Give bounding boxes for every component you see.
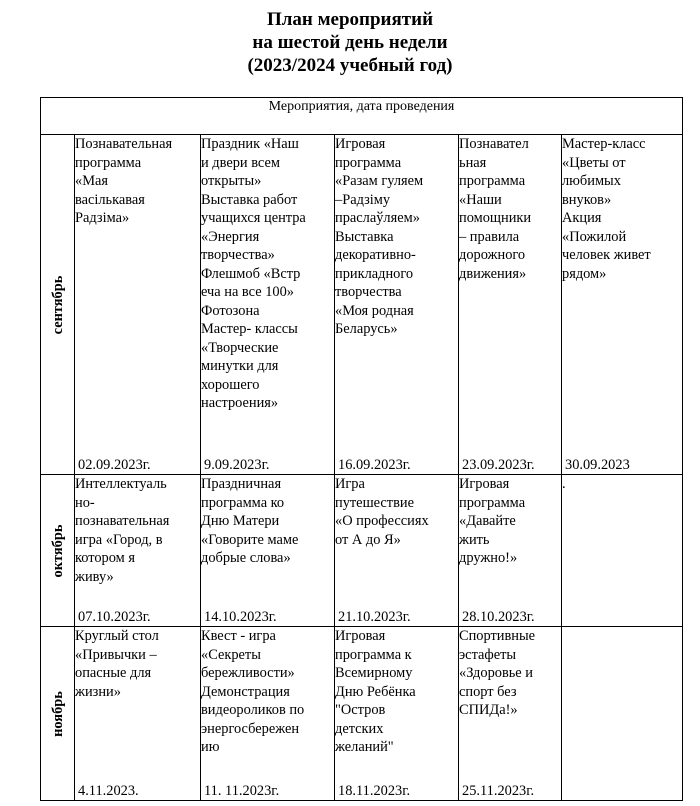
event-text: Игровая программа «Разам гуляем –Радзіму праслаўляем» Выставка декоративно- прикладного творчества «Моя родная Беларусь» bbox=[335, 136, 424, 337]
event-date: 4.11.2023. bbox=[78, 782, 139, 799]
event-text: Круглый стол «Привычки – опасные для жизни» bbox=[75, 628, 159, 700]
month-cell bbox=[41, 135, 75, 475]
event-text: Квест - игра «Секреты бережливости» Демонстрация видеороликов по энергосбережен ию bbox=[201, 628, 305, 755]
month-cell bbox=[41, 627, 75, 801]
event-date: 23.09.2023г. bbox=[462, 456, 535, 473]
event-cell bbox=[335, 475, 459, 627]
event-cell bbox=[75, 475, 201, 627]
event-date: 30.09.2023 bbox=[565, 456, 630, 473]
event-cell bbox=[459, 475, 562, 627]
month-label: ноябрь bbox=[49, 690, 66, 737]
event-date: 16.09.2023г. bbox=[338, 456, 411, 473]
event-text: Познавател ьная программа «Наши помощники – правила дорожного движения» bbox=[459, 136, 532, 282]
event-cell bbox=[75, 627, 201, 801]
event-text: Познавательная программа «Мая васількавая Радзіма» bbox=[75, 136, 173, 226]
event-cell bbox=[459, 627, 562, 801]
month-cell bbox=[41, 475, 75, 627]
event-cell bbox=[201, 135, 335, 475]
title-line-2: на шестой день недели bbox=[252, 32, 448, 53]
event-cell bbox=[562, 135, 683, 475]
table-row bbox=[41, 475, 683, 627]
event-text: Спортивные эстафеты «Здоровье и спорт без СПИДа!» bbox=[459, 628, 536, 718]
table-header-row bbox=[41, 98, 683, 135]
table-row bbox=[41, 135, 683, 475]
event-cell bbox=[201, 475, 335, 627]
document-title bbox=[0, 8, 700, 77]
event-date: 9.09.2023г. bbox=[204, 456, 270, 473]
event-cell bbox=[335, 135, 459, 475]
event-cell bbox=[335, 627, 459, 801]
event-text: Игра путешествие «О профессиях от А до Я» bbox=[335, 476, 429, 548]
event-date: 11. 11.2023г. bbox=[204, 782, 280, 799]
event-text: Интеллектуаль но- познавательная игра «Город, в котором я живу» bbox=[75, 476, 170, 585]
event-date: 21.10.2023г. bbox=[338, 608, 411, 625]
event-cell bbox=[562, 475, 683, 627]
event-date: 28.10.2023г. bbox=[462, 608, 535, 625]
event-cell bbox=[75, 135, 201, 475]
title-line-1: План мероприятий bbox=[266, 9, 434, 30]
table-header: Мероприятия, дата проведения bbox=[41, 98, 683, 135]
event-text: Игровая программа к Всемирному Дню Ребёнка "Остров детских желаний" bbox=[335, 628, 416, 755]
event-text: Игровая программа «Давайте жить дружно!» bbox=[459, 476, 526, 566]
month-label: октябрь bbox=[49, 524, 66, 577]
event-text: Праздник «Наш и двери всем открыты» Выставка работ учащихся центра «Энергия творчества» Флешмоб «Встр еча на все 100» Фотозона Мастер- классы «Творческие минутки для хорошего настроения» bbox=[201, 136, 306, 411]
event-cell bbox=[201, 627, 335, 801]
event-text: . bbox=[562, 476, 566, 492]
event-date: 14.10.2023г. bbox=[204, 608, 277, 625]
event-date: 02.09.2023г. bbox=[78, 456, 151, 473]
event-text: Мастер-класс «Цветы от любимых внуков» Акция «Пожилой человек живет рядом» bbox=[562, 136, 651, 282]
events-plan-table bbox=[40, 97, 683, 801]
event-cell bbox=[459, 135, 562, 475]
event-cell bbox=[562, 627, 683, 801]
event-date: 25.11.2023г. bbox=[462, 782, 535, 799]
event-date: 07.10.2023г. bbox=[78, 608, 151, 625]
event-date: 18.11.2023г. bbox=[338, 782, 411, 799]
month-label: сентябрь bbox=[49, 275, 66, 334]
table-row bbox=[41, 627, 683, 801]
event-text: Праздничная программа ко Дню Матери «Говорите маме добрые слова» bbox=[201, 476, 299, 566]
title-line-3: (2023/2024 учебный год) bbox=[247, 55, 453, 76]
